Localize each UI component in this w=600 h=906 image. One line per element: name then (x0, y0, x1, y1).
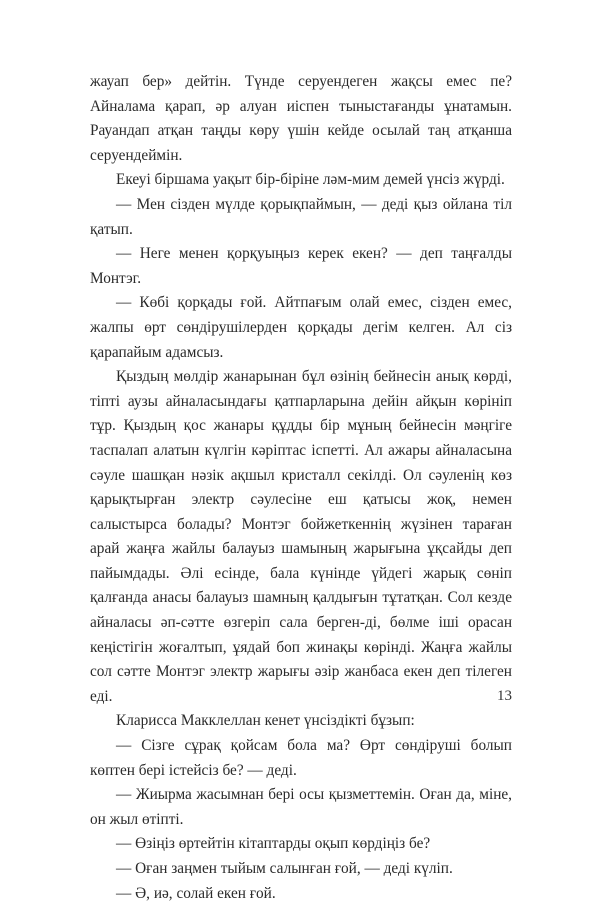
paragraph: Екеуі біршама уақыт бір-біріне ләм-мим демей үнсіз жүрді. (116, 171, 505, 189)
paragraph: жауап бер» дейтін. Түнде серуендеген жақсы емес пе? Айналама қарап, әр алуан иіспен тыныстағанды ұнатамын. Рауандап атқан таңды көру үшін кейде осылай таң атқанша серуендеймін. (90, 73, 512, 164)
paragraph: Кларисса Макклеллан кенет үнсіздікті бұзып: (116, 712, 415, 730)
body-text (90, 70, 512, 906)
paragraph: Қыздың мөлдір жанарынан бұл өзінің бейнесін анық көрді, тіпті аузы айналасындағы қатпарларына дейін айқын көрініп тұр. Қыздың қос жанары құдды бір мұның бейнесін мәңгіге таспалап алатын күлгін кәріптас іспетті. Ал ажары айналасына сәуле шашқан нәзік ақшыл кристалл секілді. Ол сәуленің көз қарықтырған электр сәулесіне еш қатысы жоқ, немен салыстырса болады? Монтэг бойжеткеннің жүзінен тараған арай жаңға жайлы балауыз шамының жарығына ұқсайды деп пайымдады. Әлі есінде, бала күнінде үйдегі жарық сөніп қалғанда анасы балауыз шамның қалдығын тұтатқан. Сол кезде айналасы әп-сәтте өзгеріп сала берген-ді, бөлме іші орасан кеңістігін жоғалтып, ұядай боп жинақы көрінді. Жаңға жайлы сол сәтте Монтэг электр жарығы әзір жанбаса екен деп тілеген еді. (90, 368, 512, 705)
paragraph: — Өзіңіз өртейтін кітаптарды оқып көрдіңіз бе? (116, 835, 431, 853)
paragraph: — Сізге сұрақ қойсам бола ма? Өрт сөндіруші болып көптен бері істейсіз бе? — деді. (90, 737, 512, 779)
paragraph: — Жиырма жасымнан бері осы қызметтемін. Оған да, міне, он жыл өтіпті. (90, 786, 512, 828)
paragraph: — Оған заңмен тыйым салынған ғой, — деді күліп. (116, 860, 453, 877)
paragraph: — Мен сізден мүлде қорықпаймын, — деді қыз ойлана тіл қатып. (90, 195, 512, 238)
paragraph: — Ә, иә, солай екен ғой. (116, 884, 276, 902)
paragraph: — Неге менен қорқуыңыз керек екен? — деп таңғалды Монтэг. (90, 245, 512, 287)
paragraph: — Көбі қорқады ғой. Айтпағым олай емес, сізден емес, жалпы өрт сөндірушілерден қорқады дегім келген. Ал сіз қарапайым адамсыз. (90, 294, 512, 361)
page-number: 13 (497, 688, 512, 704)
